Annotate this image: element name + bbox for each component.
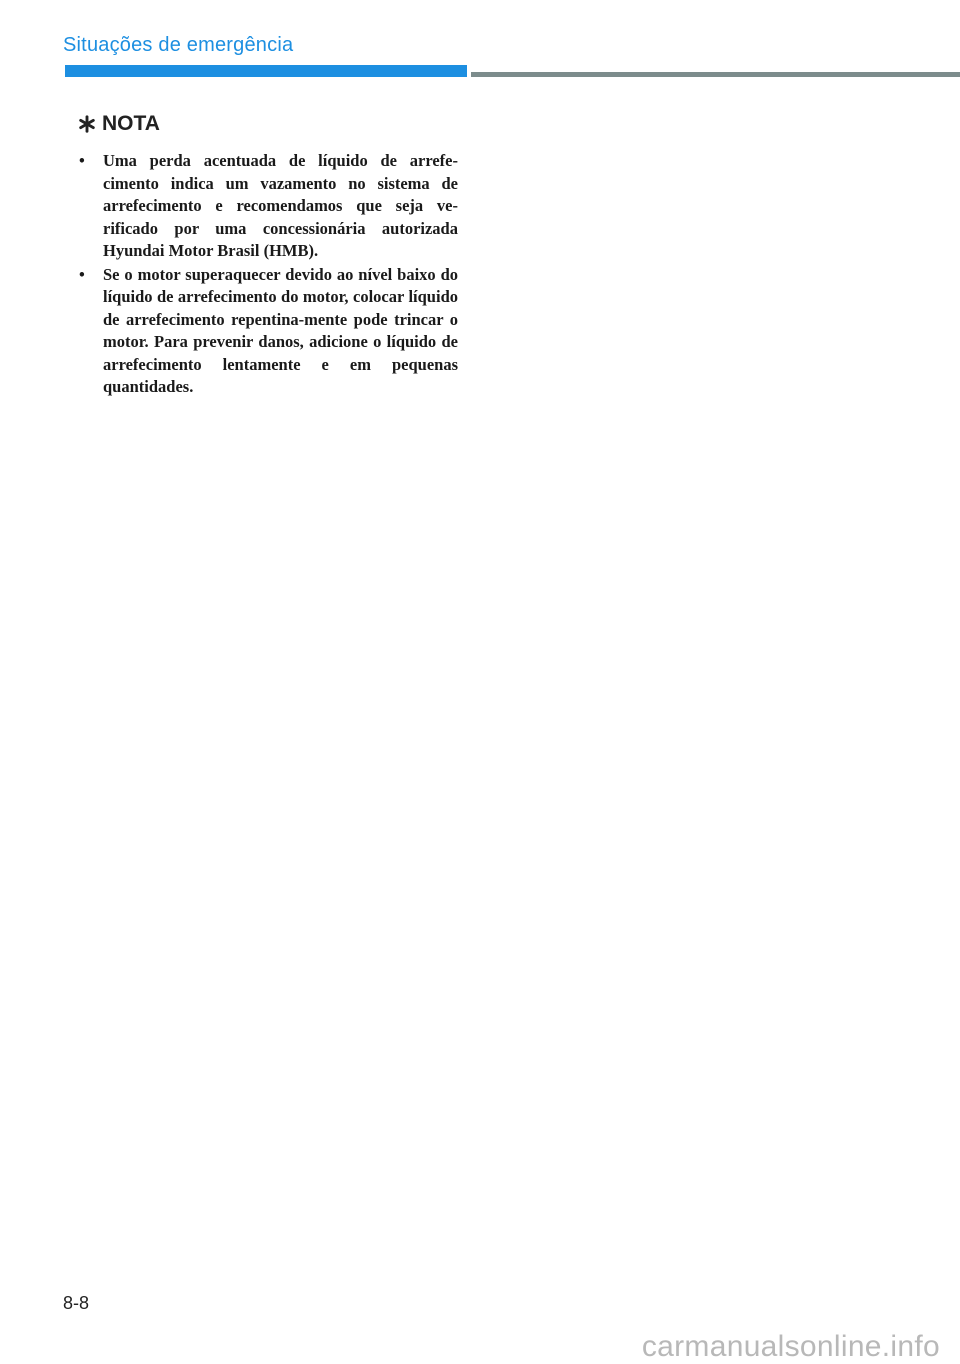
list-item <box>78 150 458 263</box>
star-icon <box>78 115 96 133</box>
page-number: 8-8 <box>63 1293 90 1313</box>
note-item-text: Se o motor superaquecer devido ao nível baixo do líquido de arrefecimento do motor, colocar líquido de arrefecimento repentina-mente pode trincar o motor. Para prevenir danos, adicione o líquido de arrefecimento lentamente e em pequenas quantidades. <box>103 264 458 396</box>
list-item <box>78 264 458 399</box>
note-heading <box>78 112 458 136</box>
watermark: carmanualsonline.info <box>641 1330 940 1363</box>
header-rule-gray <box>471 72 960 77</box>
header-rule-blue <box>65 65 467 77</box>
note-title: NOTA <box>102 112 160 135</box>
note-item-text: Uma perda acentuada de líquido de arrefe-cimento indica um vazamento no sistema de arrefecimento e recomendamos que seja ve-rificado por uma concessionária autorizada Hyundai Motor Brasil (HMB). <box>103 151 458 260</box>
note-list <box>78 150 458 399</box>
note-box <box>78 112 458 400</box>
bullet-icon: • <box>79 264 85 284</box>
bullet-icon: • <box>79 151 85 170</box>
section-title: Situações de emergência <box>63 34 294 56</box>
